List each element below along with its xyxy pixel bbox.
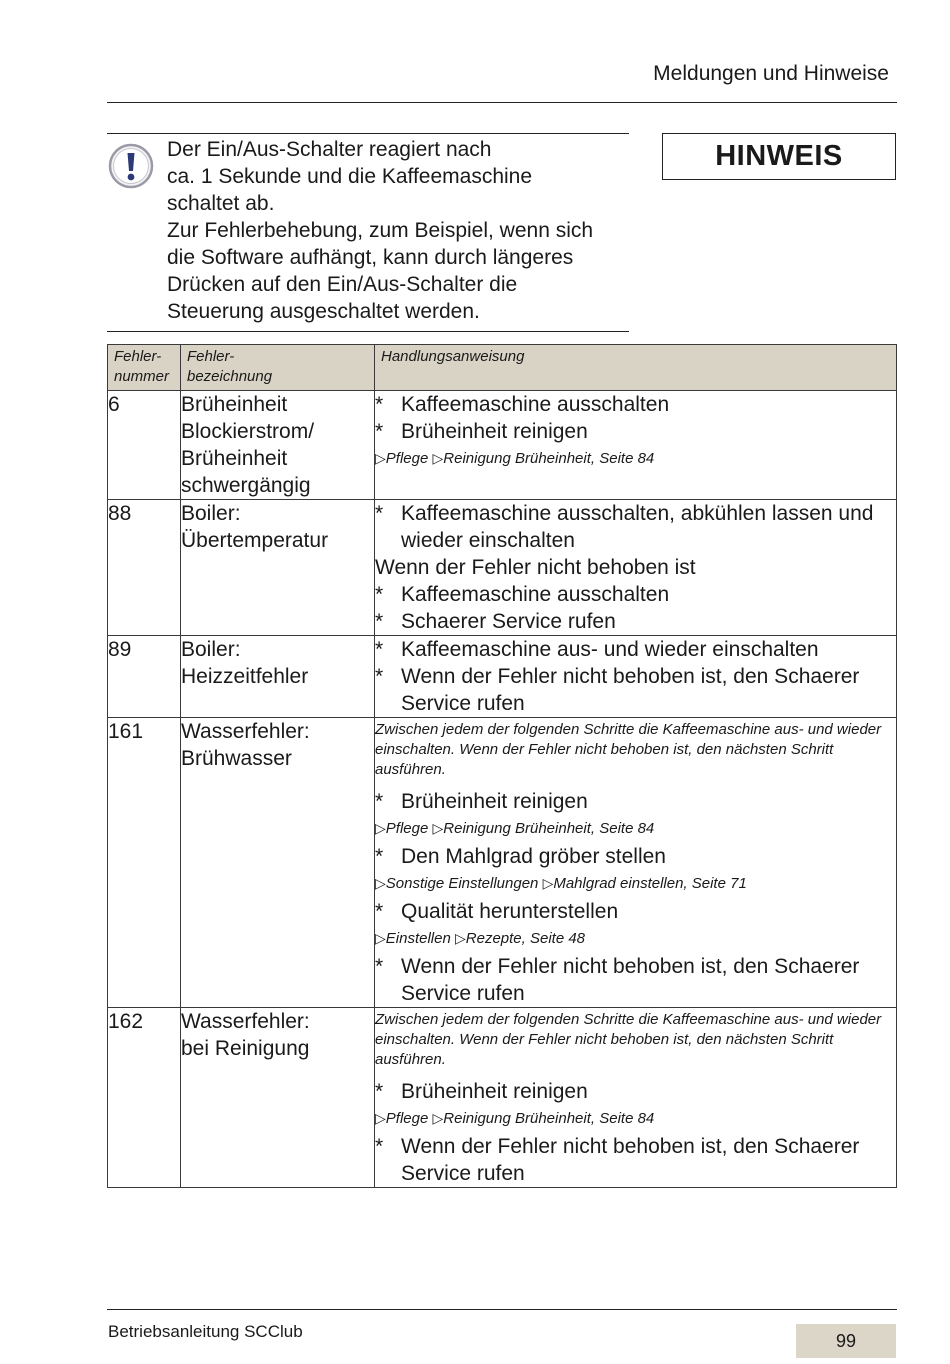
- reference-part: Einstellen: [385, 930, 451, 947]
- reference-part: Pflege: [385, 820, 429, 837]
- triangle-right-icon: ▷: [375, 820, 386, 836]
- instruction-step: [375, 581, 896, 608]
- error-name: [181, 718, 375, 1008]
- footer-title: Betriebsanleitung SCClub: [108, 1322, 303, 1341]
- instruction-text: Kaffeemaschine ausschalten: [401, 393, 670, 416]
- instruction-step: [375, 418, 896, 445]
- notice-box: [107, 133, 629, 332]
- table-row: [108, 1008, 897, 1188]
- instruction-note: Zwischen jedem der folgenden Schritte die Kaffeemaschine aus- und wieder einschalten. Wenn der Fehler nicht behoben ist, den nächsten Schritt ausführen.: [375, 1011, 882, 1068]
- error-name: [181, 1008, 375, 1188]
- error-name-line: Wasserfehler:: [181, 720, 310, 743]
- triangle-right-icon: ▷: [375, 1110, 386, 1126]
- notice-line: Der Ein/Aus-Schalter reagiert nach: [167, 138, 492, 161]
- bullet-star: *: [375, 665, 384, 688]
- triangle-right-icon: ▷: [432, 820, 444, 836]
- instruction-step: [375, 953, 896, 1007]
- header-divider: [107, 102, 897, 103]
- instruction-step: [375, 636, 896, 663]
- notice-line: schaltet ab.: [167, 192, 275, 215]
- instruction-text: Kaffeemaschine aus- und wieder einschalten: [401, 638, 819, 661]
- column-header-number: [108, 345, 181, 391]
- exclamation-circle-icon: [108, 143, 154, 189]
- bullet-star: *: [375, 1080, 384, 1103]
- error-instructions: [375, 636, 897, 718]
- bullet-star: *: [375, 790, 384, 813]
- error-name-line: Übertemperatur: [181, 529, 329, 552]
- page-header-title: Meldungen und Hinweise: [653, 62, 889, 85]
- error-name-line: Boiler:: [181, 502, 241, 525]
- error-name-line: Boiler:: [181, 638, 241, 661]
- reference-part: Rezepte, Seite 48: [465, 930, 586, 947]
- error-name-line: Brüheinheit: [181, 447, 288, 470]
- table-row: [108, 718, 897, 1008]
- hinweis-badge: HINWEIS: [662, 133, 896, 180]
- instruction-text: Den Mahlgrad gröber stellen: [401, 845, 666, 868]
- error-name: [181, 636, 375, 718]
- instruction-step: [375, 391, 896, 418]
- triangle-right-icon: ▷: [432, 450, 444, 466]
- instruction-step: [375, 1133, 896, 1187]
- error-number: 162: [108, 1008, 181, 1188]
- column-header-line: nummer: [114, 368, 170, 385]
- column-header-instructions: [375, 345, 897, 391]
- instruction-step: [375, 898, 896, 925]
- column-header-line: Fehler-: [114, 348, 162, 365]
- error-name-line: Heizzeitfehler: [181, 665, 309, 688]
- error-number: 6: [108, 391, 181, 500]
- error-name-line: Blockierstrom/: [181, 420, 315, 443]
- reference-part: Pflege: [385, 1110, 429, 1127]
- notice-line: die Software aufhängt, kann durch längeres: [167, 246, 574, 269]
- page-number: 99: [796, 1324, 896, 1358]
- bullet-star: *: [375, 610, 384, 633]
- instruction-text: Brüheinheit reinigen: [401, 790, 588, 813]
- bullet-star: *: [375, 393, 384, 416]
- instruction-step: [375, 1078, 896, 1105]
- bullet-star: *: [375, 900, 384, 923]
- instruction-step: [375, 663, 896, 717]
- instruction-note: Zwischen jedem der folgenden Schritte die Kaffeemaschine aus- und wieder einschalten. Wenn der Fehler nicht behoben ist, den nächsten Schritt ausführen.: [375, 721, 882, 778]
- bullet-star: *: [375, 502, 384, 525]
- instruction-step: [375, 788, 896, 815]
- instruction-text: Brüheinheit reinigen: [401, 1080, 588, 1103]
- error-name-line: bei Reinigung: [181, 1037, 310, 1060]
- table-row: [108, 500, 897, 636]
- notice-line: Drücken auf den Ein/Aus-Schalter die: [167, 273, 518, 296]
- instruction-step: [375, 500, 896, 554]
- error-instructions: [375, 500, 897, 636]
- instruction-step: [375, 608, 896, 635]
- error-name-line: Brüheinheit: [181, 393, 288, 416]
- error-name-line: Wasserfehler:: [181, 1010, 310, 1033]
- error-number: 161: [108, 718, 181, 1008]
- instruction-text: Qualität herunterstellen: [401, 900, 619, 923]
- table-header-row: [108, 345, 897, 391]
- triangle-right-icon: ▷: [375, 875, 386, 891]
- instruction-text: Kaffeemaschine ausschalten: [401, 583, 670, 606]
- reference-part: Mahlgrad einstellen, Seite 71: [553, 875, 747, 892]
- column-header-line: Fehler-: [187, 348, 235, 365]
- error-number: 89: [108, 636, 181, 718]
- bullet-star: *: [375, 1135, 384, 1158]
- error-instructions: [375, 718, 897, 1008]
- error-name: [181, 391, 375, 500]
- column-header-name: [181, 345, 375, 391]
- instruction-text: Schaerer Service rufen: [401, 610, 616, 633]
- triangle-right-icon: ▷: [375, 450, 386, 466]
- instruction-condition: Wenn der Fehler nicht behoben ist: [375, 556, 696, 579]
- notice-line: Zur Fehlerbehebung, zum Beispiel, wenn sich: [167, 219, 594, 242]
- cross-reference: [375, 818, 896, 839]
- reference-part: Reinigung Brüheinheit, Seite 84: [443, 820, 655, 837]
- error-name-line: schwergängig: [181, 474, 311, 497]
- cross-reference: [375, 448, 896, 469]
- reference-part: Reinigung Brüheinheit, Seite 84: [443, 1110, 655, 1127]
- error-name: [181, 500, 375, 636]
- bullet-star: *: [375, 638, 384, 661]
- triangle-right-icon: ▷: [455, 930, 466, 946]
- triangle-right-icon: ▷: [375, 930, 386, 946]
- column-header-line: Handlungsanweisung: [381, 348, 525, 365]
- error-name-line: Brühwasser: [181, 747, 292, 770]
- cross-reference: [375, 1108, 896, 1129]
- reference-part: Pflege: [385, 450, 429, 467]
- footer-divider: [107, 1309, 897, 1310]
- triangle-right-icon: ▷: [432, 1110, 444, 1126]
- instruction-step: [375, 843, 896, 870]
- reference-part: Sonstige Einstellungen: [385, 875, 539, 892]
- bullet-star: *: [375, 955, 384, 978]
- bullet-star: *: [375, 845, 384, 868]
- reference-part: Reinigung Brüheinheit, Seite 84: [443, 450, 655, 467]
- notice-line: Steuerung ausgeschaltet werden.: [167, 300, 480, 323]
- table-row: [108, 636, 897, 718]
- triangle-right-icon: ▷: [542, 875, 554, 891]
- error-instructions: [375, 1008, 897, 1188]
- error-instructions: [375, 391, 897, 500]
- cross-reference: [375, 928, 896, 949]
- table-row: [108, 391, 897, 500]
- instruction-text: Kaffeemaschine ausschalten, abkühlen lassen und wieder einschalten: [401, 502, 874, 552]
- instruction-text: Wenn der Fehler nicht behoben ist, den Schaerer Service rufen: [401, 955, 860, 1005]
- instruction-text: Wenn der Fehler nicht behoben ist, den Schaerer Service rufen: [401, 1135, 860, 1185]
- bullet-star: *: [375, 420, 384, 443]
- error-table: [107, 344, 897, 1188]
- error-number: 88: [108, 500, 181, 636]
- instruction-text: Brüheinheit reinigen: [401, 420, 588, 443]
- notice-line: ca. 1 Sekunde und die Kaffeemaschine: [167, 165, 533, 188]
- instruction-text: Wenn der Fehler nicht behoben ist, den Schaerer Service rufen: [401, 665, 860, 715]
- column-header-line: bezeichnung: [187, 368, 273, 385]
- bullet-star: *: [375, 583, 384, 606]
- notice-text: [167, 136, 627, 325]
- cross-reference: [375, 873, 896, 894]
